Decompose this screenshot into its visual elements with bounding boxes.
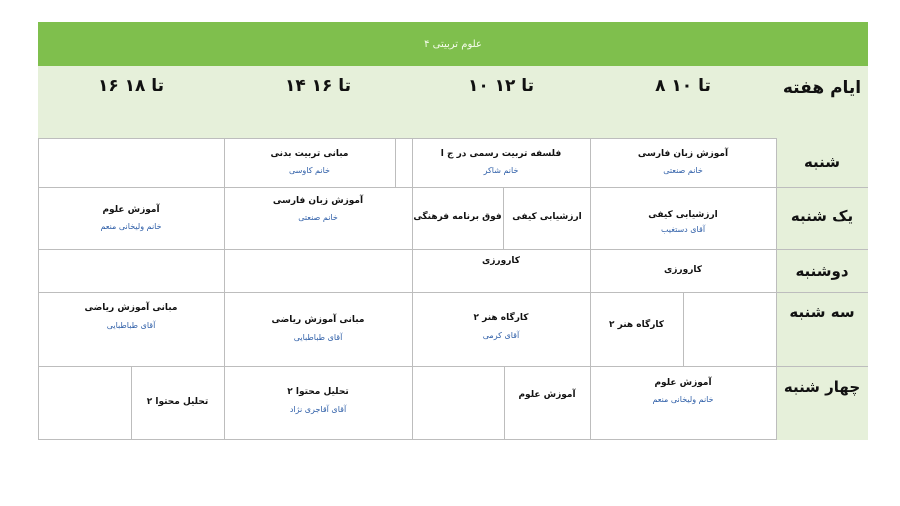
day-label-tue: سه شنبه bbox=[789, 303, 855, 321]
course-name: آموزش علوم bbox=[654, 378, 712, 388]
course-name: مبانی آموزش ریاضی bbox=[84, 303, 178, 313]
column-divider bbox=[683, 292, 684, 366]
table-title-bar bbox=[38, 22, 868, 66]
teacher-name: آقای دستغیب bbox=[660, 225, 706, 234]
teacher-name: آقای کرمی bbox=[482, 331, 520, 340]
day-label-wed: چهار شنبه bbox=[783, 378, 861, 396]
row-divider bbox=[38, 366, 868, 367]
header-slot-3: ۱۴ تا ۱۶ bbox=[284, 76, 352, 96]
row-divider bbox=[38, 292, 868, 293]
row-divider bbox=[38, 187, 868, 188]
course-name: ارزشیابی کیفی bbox=[512, 212, 582, 222]
teacher-name: خانم صنعتی bbox=[663, 166, 703, 175]
row-divider bbox=[38, 249, 868, 250]
course-name: ارزشیابی کیفی bbox=[648, 210, 718, 220]
day-label-sat: شنبه bbox=[803, 153, 841, 171]
day-label-mon: دوشنبه bbox=[795, 262, 849, 280]
course-name: آموزش زبان فارسی bbox=[272, 196, 364, 206]
column-divider bbox=[504, 366, 505, 440]
header-slot-4: ۱۶ تا ۱۸ bbox=[97, 76, 165, 96]
column-divider bbox=[412, 138, 413, 440]
course-name: کارورزی bbox=[482, 256, 520, 266]
course-name: تحلیل محتوا ۲ bbox=[287, 387, 349, 397]
teacher-name: خانم صنعتی bbox=[298, 213, 338, 222]
course-name: کارورزی bbox=[664, 265, 702, 275]
course-name: کارگاه هنر ۲ bbox=[609, 320, 664, 330]
teacher-name: خانم کاوسی bbox=[289, 166, 330, 175]
table-title: علوم تربیتی ۴ bbox=[424, 38, 482, 50]
header-slot-2: ۱۰ تا ۱۲ bbox=[467, 76, 535, 96]
course-name: مبانی تربیت بدنی bbox=[270, 149, 349, 159]
teacher-name: خانم ولیخانی منعم bbox=[652, 395, 714, 404]
teacher-name: آقای طباطبایی bbox=[106, 321, 156, 330]
course-name: آموزش علوم bbox=[102, 205, 160, 215]
course-name: فوق برنامه فرهنگی bbox=[413, 212, 502, 222]
header-days-label: ایام هفته bbox=[782, 78, 862, 98]
course-name: تحلیل محتوا ۲ bbox=[146, 397, 209, 407]
day-label-sun: یک شنبه bbox=[790, 207, 854, 225]
teacher-name: آقای طباطبایی bbox=[293, 333, 343, 342]
course-name: فلسفه تربیت رسمی در ج ا bbox=[440, 149, 562, 159]
teacher-name: خانم ولیخانی منعم bbox=[100, 222, 162, 231]
teacher-name: آقای آقاجری نژاد bbox=[289, 405, 347, 414]
course-name: کارگاه هنر ۲ bbox=[473, 313, 529, 323]
column-divider bbox=[395, 138, 396, 187]
course-name: آموزش علوم bbox=[518, 390, 576, 400]
course-name: آموزش زبان فارسی bbox=[637, 149, 729, 159]
header-slot-1: ۸ تا ۱۰ bbox=[655, 76, 711, 96]
teacher-name: خانم شاکر bbox=[483, 166, 519, 175]
course-name: مبانی آموزش ریاضی bbox=[271, 315, 365, 325]
